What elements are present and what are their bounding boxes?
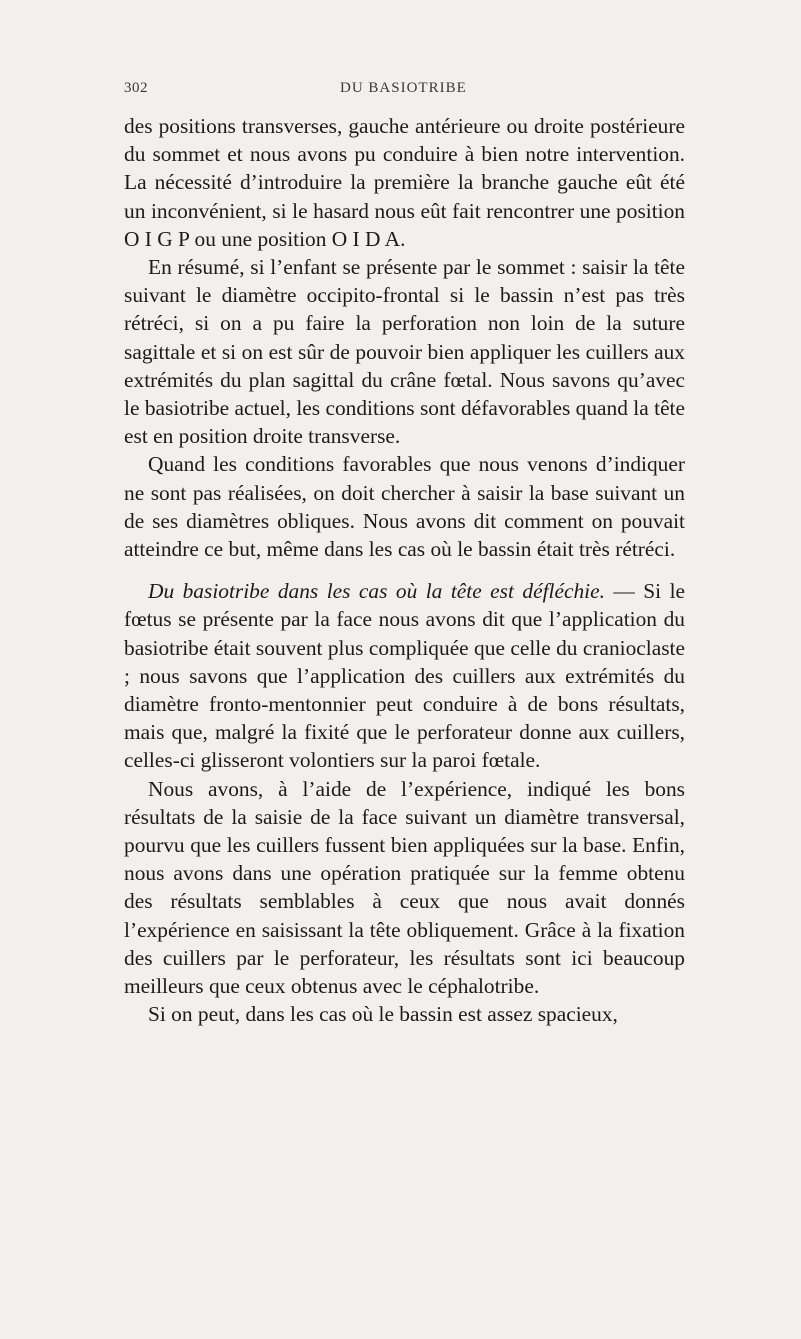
section-paragraph	[124, 577, 685, 774]
page-number: 302	[124, 80, 148, 96]
body-text	[124, 112, 685, 1029]
section-text: — Si le fœtus se présente par la face nous avons dit que l’application du basiotribe était souvent plus compliquée que celle du cranioclaste ; nous savons que l’application des cuillers aux extrémités du diamètre fronto-mentonnier peut conduire à de bons résultats, mais que, malgré la fixité que le perforateur donne aux cuillers, celles-ci glisseront volontiers sur la paroi fœtale.	[124, 579, 686, 773]
paragraph: Si on peut, dans les cas où le bassin est assez spacieux,	[148, 1002, 618, 1027]
running-title: DU BASIOTRIBE	[340, 80, 467, 96]
paragraph: Quand les conditions favorables que nous venons d’indiquer ne sont pas réalisées, on doit chercher à saisir la base suivant un de ses diamètres obliques. Nous avons dit comment on pouvait atteindre ce but, même dans les cas où le bassin était très rétréci.	[124, 452, 685, 562]
section-title: Du basiotribe dans les cas où la tête est défléchie.	[148, 579, 605, 604]
paragraph: des positions transverses, gauche antérieure ou droite postérieure du sommet et nous avons pu conduire à bien notre intervention. La nécessité d’introduire la première la branche gauche eût été un inconvénient, si le hasard nous eût fait rencontrer une position O I G P ou une position O I D A.	[124, 114, 685, 251]
paragraph: En résumé, si l’enfant se présente par le sommet : saisir la tête suivant le diamètre occipito-frontal si le bassin n’est pas très rétréci, si on a pu faire la perforation non loin de la suture sagittale et si on est sûr de pouvoir bien appliquer les cuillers aux extrémités du plan sagittal du crâne fœtal. Nous savons qu’avec le basiotribe actuel, les conditions sont défavorables quand la tête est en position droite transverse.	[124, 255, 685, 449]
paragraph: Nous avons, à l’aide de l’expérience, indiqué les bons résultats de la saisie de la face suivant un diamètre transversal, pourvu que les cuillers fussent bien appliquées sur la base. Enfin, nous avons dans une opération pratiquée sur la femme obtenu des résultats semblables à ceux que nous avait donnés l’expérience en saisissant la tête obliquement. Grâce à la fixation des cuillers par le perforateur, les résultats sont ici beaucoup meilleurs que ceux obtenus avec le céphalotribe.	[124, 776, 685, 999]
page-header	[124, 80, 684, 104]
